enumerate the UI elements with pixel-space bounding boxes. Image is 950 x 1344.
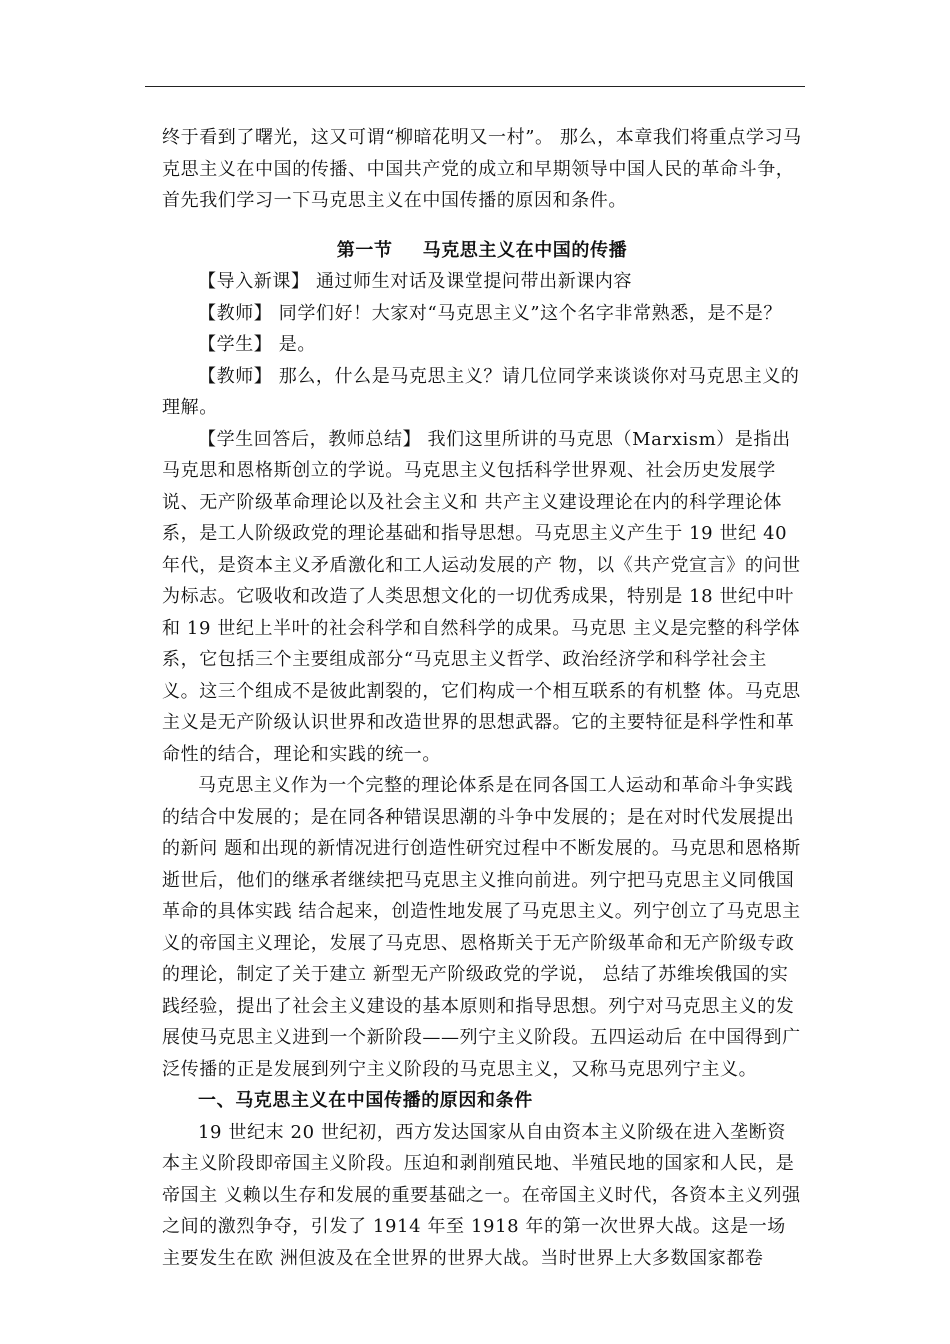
dialogue-tag: 【导入新课】 bbox=[198, 271, 310, 292]
paragraph-summary bbox=[162, 424, 802, 771]
dialogue-text: 通过师生对话及课堂提问带出新课内容 bbox=[315, 271, 633, 292]
dialogue-tag: 【教师】 bbox=[198, 302, 273, 324]
dialogue-teacher-1 bbox=[162, 298, 802, 330]
dialogue-tag: 【教师】 bbox=[198, 365, 273, 387]
dialogue-student bbox=[162, 329, 802, 361]
dialogue-intro bbox=[162, 266, 802, 298]
dialogue-teacher-2 bbox=[162, 361, 802, 424]
section-heading bbox=[162, 235, 802, 267]
section-number: 第一节 bbox=[336, 239, 393, 261]
paragraph-leninism: 马克思主义作为一个完整的理论体系是在同各国工人运动和革命斗争实践的结合中发展的；是在同各种错误思潮的斗争中发展的；是在对时代发展提出的新问 题和出现的新情况进行创造性研究过程中不断发展的。马克思和恩格斯逝世后，他们的继承者继续把马克思主义推向前进。列宁把马克思主义同俄国革命的具体实践 结合起来，创造性地发展了马克思主义。列宁创立了马克思主义的帝国主义理论，发展了马克思、恩格斯关于无产阶级革命和无产阶级专政的理论，制定了关于建立 新型无产阶级政党的学说， 总结了苏维埃俄国的实践经验，提出了社会主义建设的基本原则和指导思想。列宁对马克思主义的发展使马克思主义进到一个新阶段——列宁主义阶段。五四运动后 在中国得到广泛传播的正是发展到列宁主义阶段的马克思主义，又称马克思列宁主义。 bbox=[162, 775, 801, 1080]
dialogue-tag: 【学生】 bbox=[198, 334, 273, 355]
subheading-causes: 一、马克思主义在中国传播的原因和条件 bbox=[198, 1090, 533, 1111]
header-rule bbox=[145, 86, 805, 87]
section-title: 马克思主义在中国的传播 bbox=[422, 239, 628, 261]
dialogue-tag: 【学生回答后，教师总结】 bbox=[198, 428, 422, 450]
paragraph-imperialism: 19 世纪末 20 世纪初，西方发达国家从自由资本主义阶级在进入垄断资本主义阶段即帝国主义阶段。压迫和剥削殖民地、半殖民地的国家和人民，是帝国主 义赖以生存和发展的重要基础之一。在帝国主义时代，各资本主义列强之间的激烈争夺，引发了 1914 年至 1918 年的第一次世界大战。这是一场主要发生在欧 洲但波及在全世界的世界大战。当时世界上大多数国家都卷 bbox=[162, 1121, 801, 1269]
document-body bbox=[162, 122, 802, 1274]
dialogue-text: 同学们好！大家对“马克思主义”这个名字非常熟悉，是不是？ bbox=[278, 302, 782, 324]
dialogue-text: 是。 bbox=[278, 334, 316, 355]
summary-text: 我们这里所讲的马克思（Marxism）是指出马克思和恩格斯创立的学说。马克思主义包括科学世界观、社会历史发展学说、无产阶级革命理论以及社会主义和 共产主义建设理论在内的科学理论体系，是工人阶级政党的理论基础和指导思想。马克思主义产生于 19 世纪 40 年代，是资本主义矛盾激化和工人运动发展的产 物，以《共产党宣言》的问世为标志。它吸收和改造了人类思想文化的一切优秀成果，特别是 18 世纪中叶和 19 世纪上半叶的社会科学和自然科学的成果。马克思 主义是完整的科学体系，它包括三个主要组成部分“马克思主义哲学、政治经济学和科学社会主义。这三个组成不是彼此割裂的，它们构成一个相互联系的有机整 体。马克思主义是无产阶级认识世界和改造世界的思想武器。它的主要特征是科学性和革命性的结合，理论和实践的统一。 bbox=[162, 428, 801, 765]
paragraph-intro: 终于看到了曙光，这又可谓“柳暗花明又一村”。 那么，本章我们将重点学习马克思主义在中国的传播、中国共产党的成立和早期领导中国人民的革命斗争，首先我们学习一下马克思主义在中国传播的原因和条件。 bbox=[162, 127, 802, 211]
dialogue-text: 那么，什么是马克思主义？请几位同学来谈谈你对马克思主义的理解。 bbox=[162, 365, 800, 418]
